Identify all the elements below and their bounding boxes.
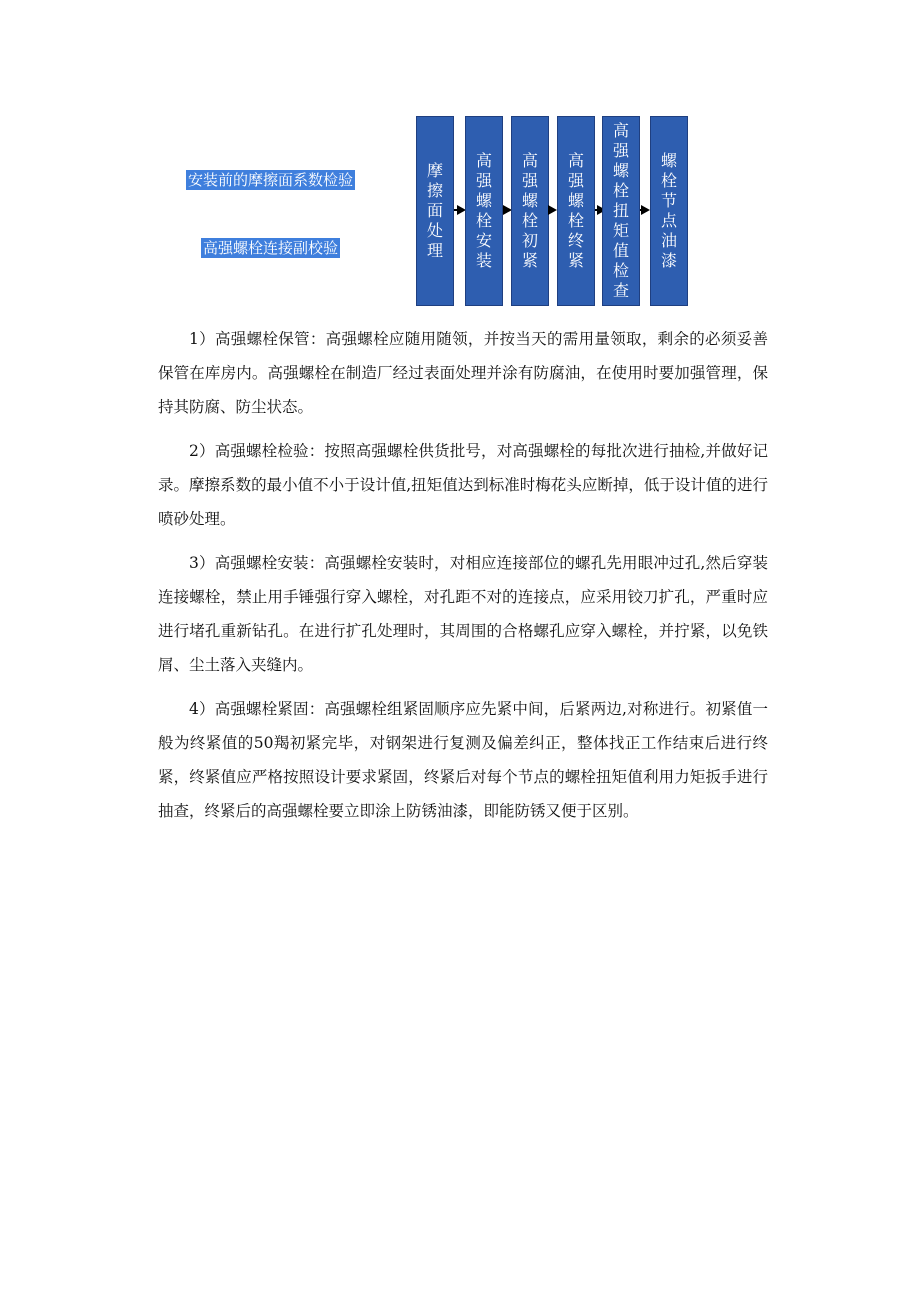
flow-arrow-5-icon [641, 205, 650, 215]
flow-step-6 [650, 116, 688, 306]
flow-step-3 [511, 116, 549, 306]
paragraph-bolt-storage: 1）高强螺栓保管：高强螺栓应随用随领，并按当天的需用量领取，剩余的必须妥善保管在库房内。高强螺栓在制造厂经过表面处理并涂有防腐油，在使用时要加强管理，保持其防腐、防尘状态。 [158, 330, 768, 416]
flow-step-6-label: 螺栓节点油漆 [660, 151, 677, 270]
flow-step-4-label: 高强螺栓终紧 [567, 151, 584, 270]
process-flow-diagram [0, 0, 920, 320]
flow-step-2-label: 高强螺栓安装 [475, 151, 492, 270]
flow-step-1 [416, 116, 454, 306]
paragraph-bolt-tightening: 4）高强螺栓紧固：高强螺栓组紧固顺序应先紧中间，后紧两边,对称进行。初紧值一般为终紧值的50羯初紧完毕，对钢架进行复测及偏差纠正，整体找正工作结束后进行终紧，终紧值应严格按照设计要求紧固，终紧后对每个节点的螺栓扭矩值利用力矩扳手进行抽查，终紧后的高强螺栓要立即涂上防锈油漆，即能防锈又便于区别。 [158, 700, 768, 820]
flow-step-2 [465, 116, 503, 306]
paragraph-bolt-installation: 3）高强螺栓安装：高强螺栓安装时，对相应连接部位的螺孔先用眼冲过孔,然后穿装连接螺栓，禁止用手锤强行穿入螺栓，对孔距不对的连接点，应采用铰刀扩孔，严重时应进行堵孔重新钻孔。在进行扩孔处理时，其周围的合格螺孔应穿入螺栓，并拧紧，以免铁屑、尘土落入夹缝内。 [158, 554, 768, 674]
flow-arrow-3-icon [548, 205, 557, 215]
flow-step-3-label: 高强螺栓初紧 [521, 151, 538, 270]
flow-step-5 [602, 116, 640, 306]
flow-step-5-label: 高强螺栓扭矩值检查 [612, 121, 629, 300]
document-body [158, 322, 768, 838]
input-label-bolt-check: 高强螺栓连接副校验 [203, 239, 339, 257]
input-label-friction-test: 安装前的摩擦面系数检验 [188, 171, 354, 189]
flow-step-4 [557, 116, 595, 306]
paragraph-bolt-inspection: 2）高强螺栓检验：按照高强螺栓供货批号，对高强螺栓的每批次进行抽检,并做好记录。摩擦系数的最小值不小于设计值,扭矩值达到标准时梅花头应断掉，低于设计值的进行喷砂处理。 [158, 442, 768, 528]
flow-step-1-label: 摩擦面处理 [426, 161, 443, 260]
